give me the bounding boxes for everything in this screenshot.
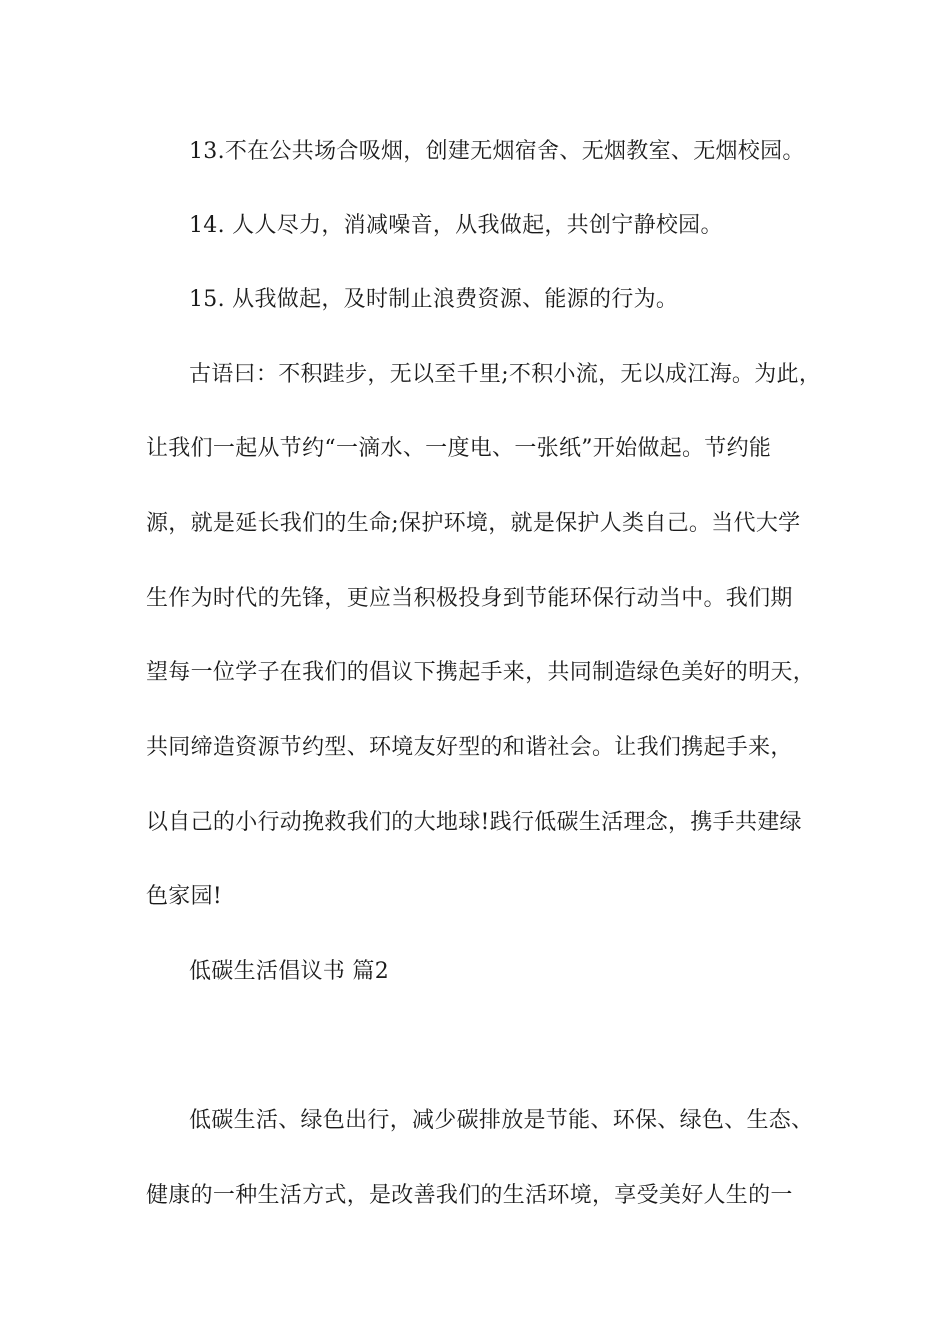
paragraph-line: 源，就是延长我们的生命;保护环境，就是保护人类自己。当代大学 [146,511,801,536]
list-item-13: 13.不在公共场合吸烟，创建无烟宿舍、无烟教室、无烟校园。 [189,139,805,164]
paragraph-line: 让我们一起从节约“一滴水、一度电、一张纸”开始做起。节约能 [146,436,772,461]
paragraph-line: 共同缔造资源节约型、环境友好型的和谐社会。让我们携起手来， [146,735,793,760]
paragraph-line: 望每一位学子在我们的倡议下携起手来，共同制造绿色美好的明天， [146,660,816,685]
section-heading: 低碳生活倡议书 篇2 [189,959,389,984]
paragraph-line: 色家园! [146,884,223,909]
paragraph-line: 以自己的小行动挽救我们的大地球!践行低碳生活理念，携手共建绿 [146,810,802,835]
paragraph-line: 低碳生活、绿色出行，减少碳排放是节能、环保、绿色、生态、 [189,1108,814,1133]
paragraph-line: 古语曰：不积跬步，无以至千里;不积小流，无以成江海。为此， [189,362,822,387]
list-item-15: 15. 从我做起，及时制止浪费资源、能源的行为。 [189,287,679,312]
list-item-14: 14. 人人尽力，消减噪音，从我做起，共创宁静校园。 [189,213,723,238]
paragraph-line: 生作为时代的先锋，更应当积极投身到节能环保行动当中。我们期 [146,586,793,611]
paragraph-line: 健康的一种生活方式，是改善我们的生活环境，享受美好人生的一 [146,1183,793,1208]
